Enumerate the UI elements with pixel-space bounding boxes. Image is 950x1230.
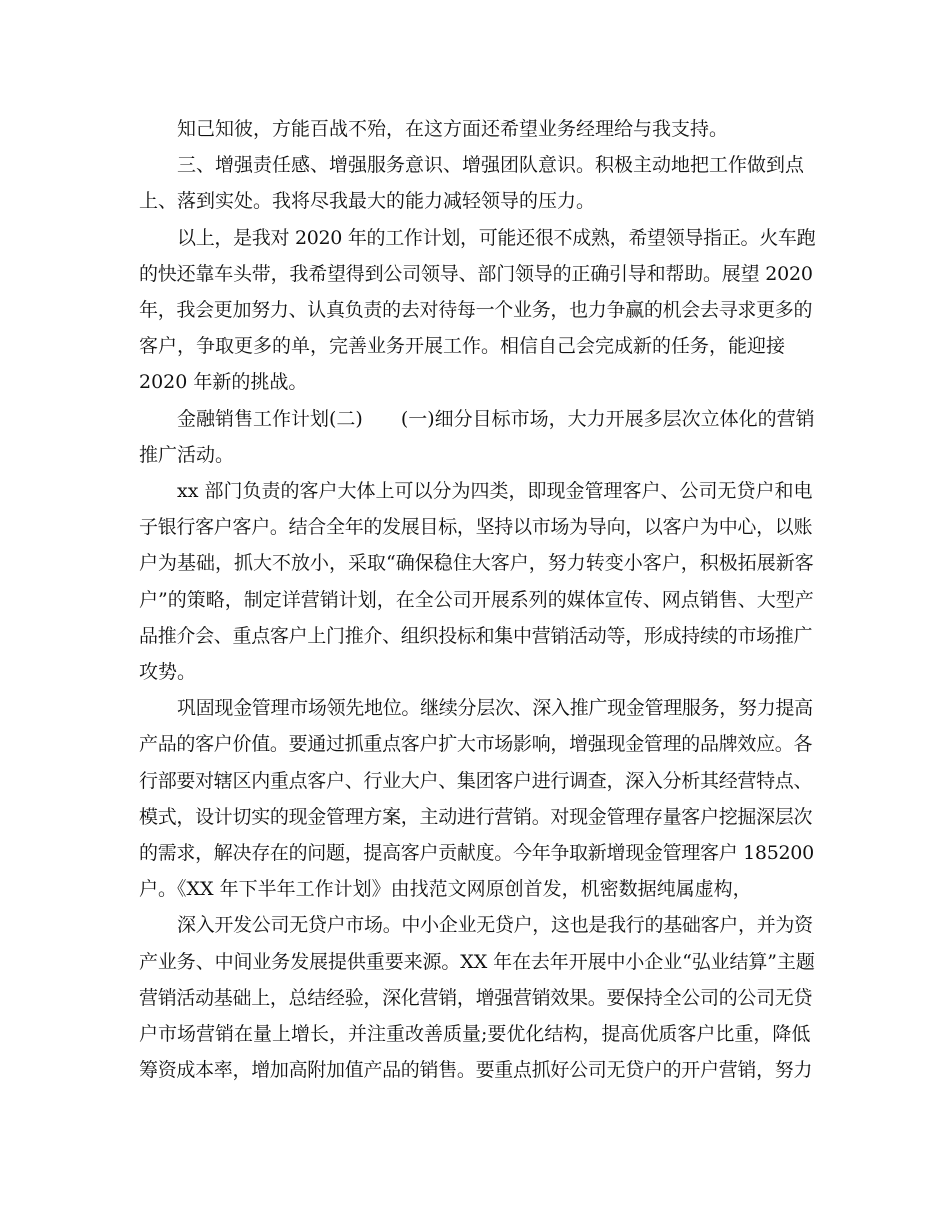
text-line: 模式，设计切实的现金管理方案，主动进行营销。对现金管理存量客户挖掘深层次 <box>139 805 813 828</box>
text-line: 子银行客户客户。结合全年的发展目标，坚持以市场为导向，以客户为中心，以账 <box>139 516 813 539</box>
text-line: xx 部门负责的客户大体上可以分为四类，即现金管理客户、公司无贷户和电 <box>177 480 813 503</box>
text-line: 知己知彼，方能百战不殆，在这方面还希望业务经理给与我支持。 <box>177 118 729 140</box>
text-line: 三、增强责任感、增强服务意识、增强团队意识。积极主动地把工作做到点 <box>177 154 805 177</box>
text-line: 行部要对辖区内重点客户、行业大户、集团客户进行调查，深入分析其经营特点、 <box>139 769 813 792</box>
document-body <box>139 111 815 1088</box>
text-line: 深入开发公司无贷户市场。中小企业无贷户，这也是我行的基础客户，并为资 <box>177 914 813 937</box>
text-line: 上、落到实处。我将尽我最大的能力减轻领导的压力。 <box>139 190 596 213</box>
text-line: 的需求，解决存在的问题，提高客户贡献度。今年争取新增现金管理客户 185200 <box>139 842 814 865</box>
text-line: 户为基础，抓大不放小，采取“确保稳住大客户，努力转变小客户，积极拓展新客 <box>139 552 814 575</box>
text-line: 巩固现金管理市场领先地位。继续分层次、深入推广现金管理服务，努力提高 <box>177 697 813 720</box>
text-line: 户”的策略，制定详营销计划，在全公司开展系列的媒体宣传、网点销售、大型产 <box>139 588 814 611</box>
text-line: 产品的客户价值。要通过抓重点客户扩大市场影响，增强现金管理的品牌效应。各 <box>139 733 813 756</box>
text-line: 2020 年新的挑战。 <box>139 371 308 394</box>
text-line: 户。《XX 年下半年工作计划》由找范文网原创首发，机密数据纯属虚构， <box>139 878 752 901</box>
text-line: 户市场营销在量上增长，并注重改善质量;要优化结构，提高优质客户比重，降低 <box>139 1023 811 1046</box>
text-line: 产业务、中间业务发展提供重要来源。XX 年在去年开展中小企业“弘业结算”主题 <box>139 950 815 973</box>
text-line: 客户，争取更多的单，完善业务开展工作。相信自己会完成新的任务，能迎接 <box>139 335 786 358</box>
text-line: 推广活动。 <box>139 443 235 466</box>
text-line: 营销活动基础上，总结经验，深化营销，增强营销效果。要保持全公司的公司无贷 <box>139 986 813 1009</box>
text-line: 年，我会更加努力、认真负责的去对待每一个业务，也力争赢的机会去寻求更多的 <box>139 299 813 322</box>
text-line: 以上，是我对 2020 年的工作计划，可能还很不成熟，希望领导指正。火车跑 <box>177 226 816 249</box>
text-line: 金融销售工作计划(二) (一)细分目标市场，大力开展多层次立体化的营销 <box>177 407 815 430</box>
text-line: 的快还靠车头带，我希望得到公司领导、部门领导的正确引导和帮助。展望 2020 <box>139 262 813 285</box>
text-line: 品推介会、重点客户上门推介、组织投标和集中营销活动等，形成持续的市场推广 <box>139 624 813 647</box>
text-line: 攻势。 <box>139 661 197 684</box>
text-line: 筹资成本率，增加高附加值产品的销售。要重点抓好公司无贷户的开户营销，努力 <box>139 1059 813 1082</box>
